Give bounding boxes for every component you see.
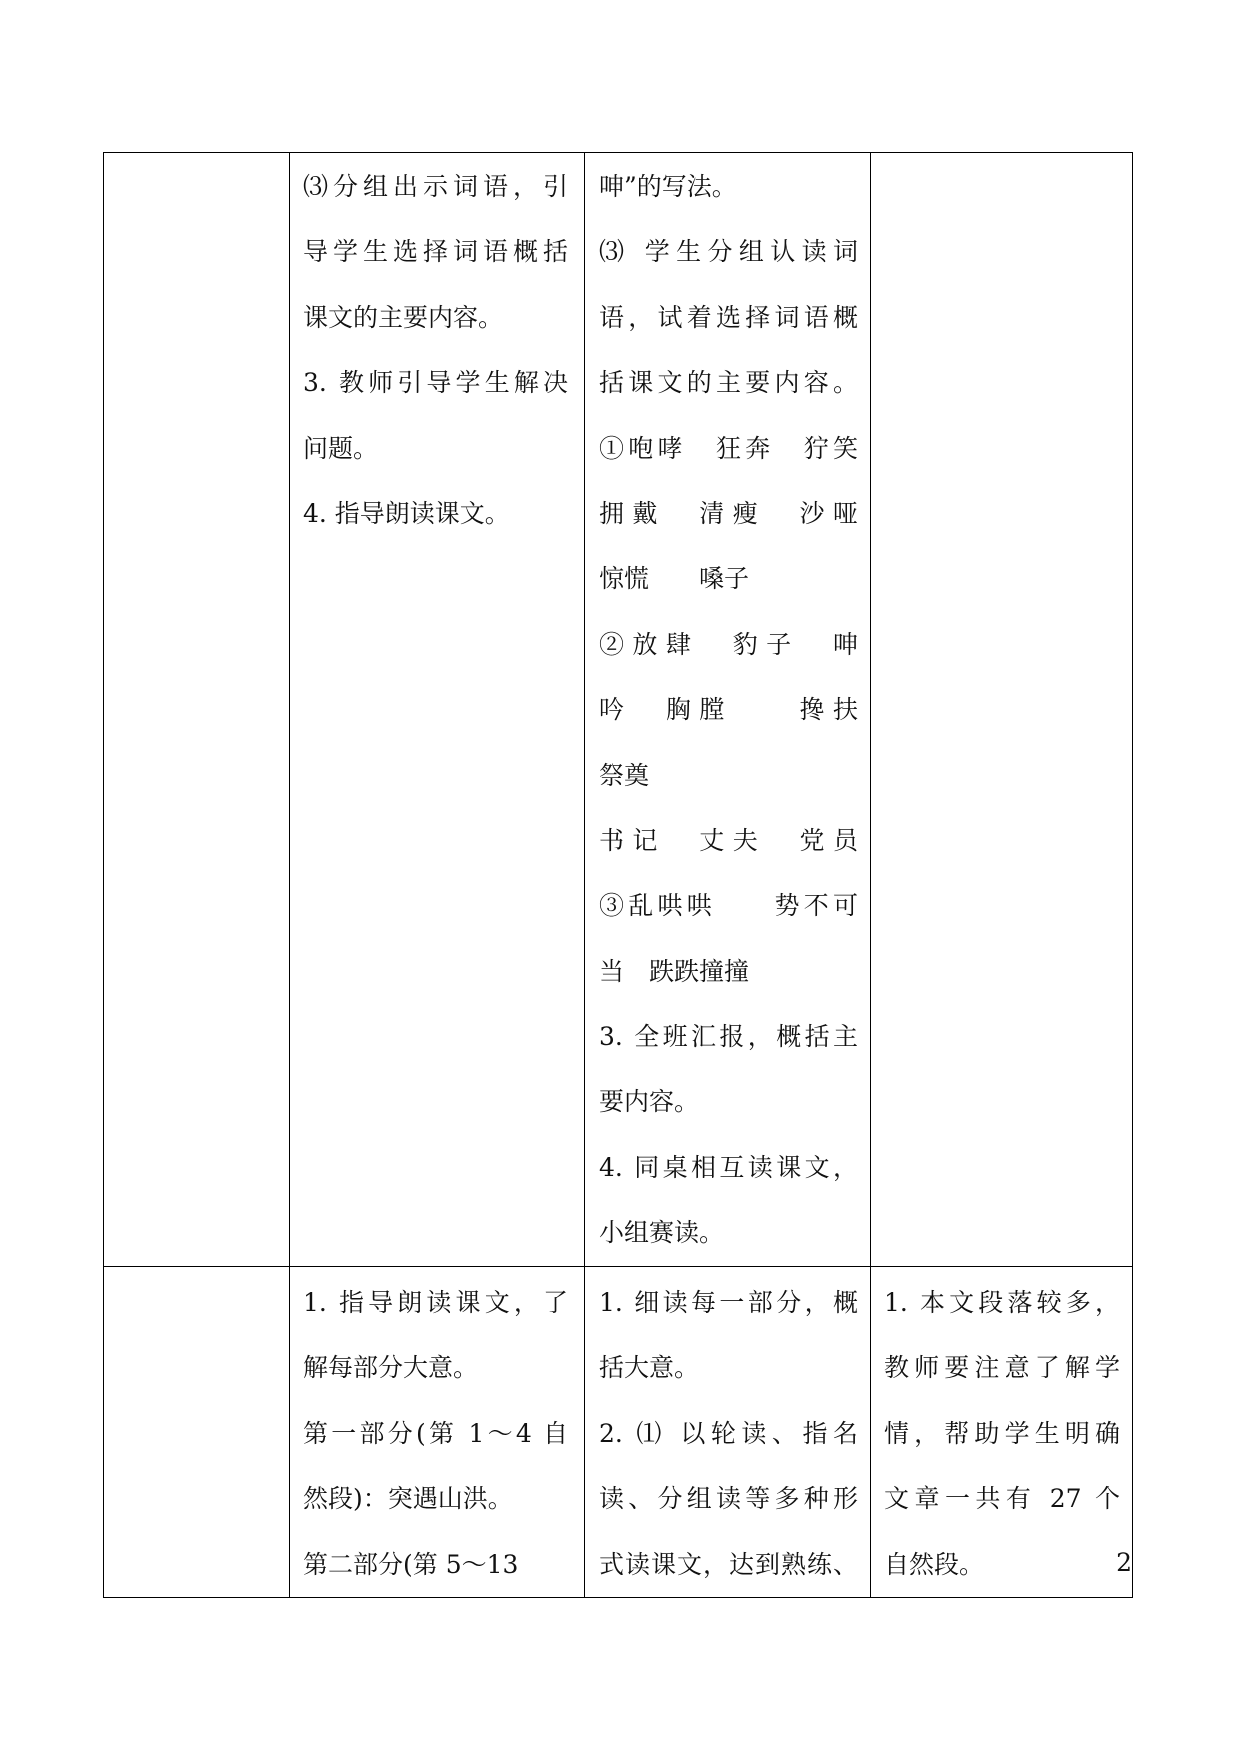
table-cell-stage xyxy=(104,1267,290,1598)
text-line: 问题。 xyxy=(303,433,379,463)
text-line: 4. 同桌相互读课文， xyxy=(599,1152,858,1182)
text-line: 当 跌跌撞撞 xyxy=(599,956,750,986)
table-cell-student-activity xyxy=(585,1267,871,1598)
page-number: 2 xyxy=(1116,1548,1132,1577)
text-line: 解每部分大意。 xyxy=(303,1353,479,1383)
text-line: ⑶分组出示词语，引 xyxy=(303,172,568,201)
table-cell-notes xyxy=(871,1267,1133,1598)
text-line: ①咆哮 狂奔 狞笑 xyxy=(599,433,858,463)
text-line: 2. ⑴ 以轮读、指名 xyxy=(599,1418,858,1448)
table-row xyxy=(104,1267,1133,1598)
text-line: 导学生选择词语概括 xyxy=(303,237,568,267)
text-line: 第一部分(第 1～4 自 xyxy=(303,1418,568,1448)
text-line: 括课文的主要内容。 xyxy=(599,368,858,398)
text-line: 呻”的写法。 xyxy=(599,172,737,201)
text-line: 3. 教师引导学生解决 xyxy=(303,368,568,398)
text-line: 拥戴 清瘦 沙哑 xyxy=(599,498,858,528)
table-cell-teacher-activity xyxy=(290,1267,585,1598)
text-line: 教师要注意了解学 xyxy=(884,1353,1120,1383)
text-line: 1. 细读每一部分，概 xyxy=(599,1288,858,1317)
text-line: ②放肆 豹子 呻 xyxy=(599,629,858,659)
table-cell-teacher-activity xyxy=(290,153,585,1267)
text-line: ⑶ 学生分组认读词 xyxy=(599,237,858,267)
text-line: 小组赛读。 xyxy=(599,1218,725,1248)
text-line: 祭奠 xyxy=(599,760,650,790)
table-row xyxy=(104,153,1133,1267)
table-cell-notes xyxy=(871,153,1133,1267)
text-line: 自然段。 xyxy=(884,1549,985,1579)
text-line: 式读课文，达到熟练、 xyxy=(599,1549,858,1579)
text-line: 文章一共有 27 个 xyxy=(884,1484,1120,1514)
text-line: 语，试着选择词语概 xyxy=(599,302,858,332)
text-line: 1. 本文段落较多， xyxy=(884,1288,1120,1317)
text-line: 1. 指导朗读课文，了 xyxy=(303,1288,568,1317)
text-line: 4. 指导朗读课文。 xyxy=(303,498,510,528)
text-line: 情，帮助学生明确 xyxy=(884,1418,1120,1448)
text-line: 3. 全班汇报，概括主 xyxy=(599,1022,858,1052)
text-line: 书记 丈夫 党员 xyxy=(599,825,858,855)
text-line: 读、分组读等多种形 xyxy=(599,1484,858,1514)
text-line: 然段)：突遇山洪。 xyxy=(303,1484,513,1514)
table-cell-student-activity xyxy=(585,153,871,1267)
text-line: 括大意。 xyxy=(599,1353,700,1383)
text-line: 第二部分(第 5～13 xyxy=(303,1549,519,1579)
text-line: 吟 胸膛 搀扶 xyxy=(599,695,858,725)
lesson-plan-table xyxy=(103,152,1133,1598)
table-cell-stage xyxy=(104,153,290,1267)
text-line: 惊慌 嗓子 xyxy=(599,564,750,594)
text-line: 课文的主要内容。 xyxy=(303,302,504,332)
text-line: 要内容。 xyxy=(599,1087,700,1117)
text-line: ③乱哄哄 势不可 xyxy=(599,891,858,921)
